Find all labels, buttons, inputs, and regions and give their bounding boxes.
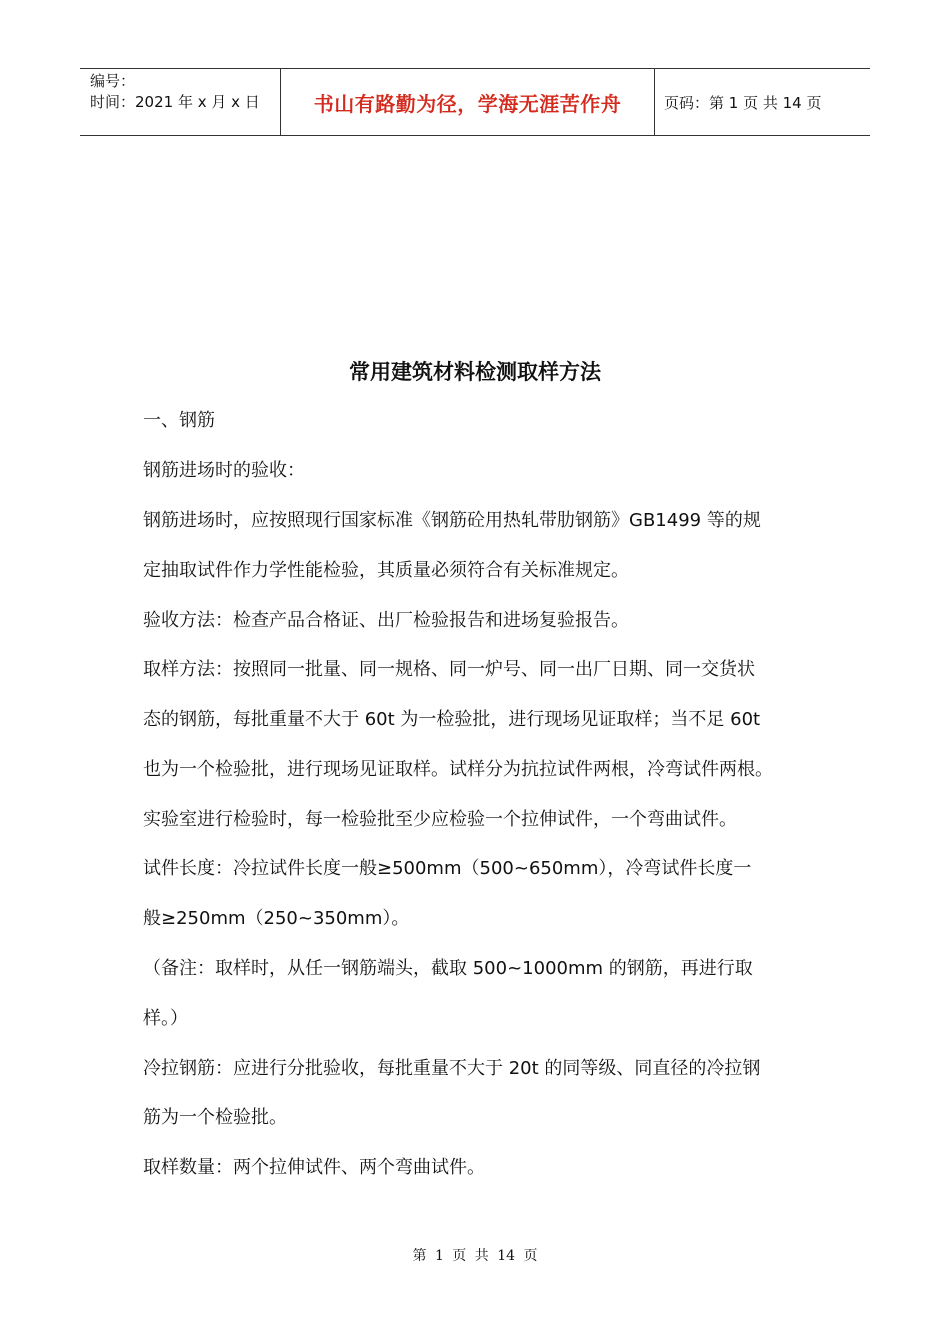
paragraph-line: 冷拉钢筋：应进行分批验收，每批重量不大于 20t 的同等级、同直径的冷拉钢	[143, 1058, 761, 1079]
paragraph-line: 试件长度：冷拉试件长度一般≥500mm（500~650mm），冷弯试件长度一	[143, 858, 752, 879]
paragraph-line: 验收方法：检查产品合格证、出厂检验报告和进场复验报告。	[143, 610, 629, 631]
document-time-label: 时间：2021 年 x 月 x 日	[90, 93, 260, 111]
page-footer: 第 1 页 共 14 页	[412, 1248, 538, 1264]
document-title: 常用建筑材料检测取样方法	[349, 360, 601, 384]
header-meta-cell	[80, 69, 281, 135]
header-page-info: 页码：第 1 页 共 14 页	[664, 93, 822, 112]
paragraph-line: 般≥250mm（250~350mm）。	[143, 908, 410, 929]
header-page-cell	[655, 69, 870, 135]
paragraph-line: 取样方法：按照同一批量、同一规格、同一炉号、同一出厂日期、同一交货状	[143, 659, 755, 680]
section-heading: 一、钢筋	[143, 410, 215, 431]
paragraph-line: 筋为一个检验批。	[143, 1107, 287, 1128]
paragraph-line: （备注：取样时，从任一钢筋端头，截取 500~1000mm 的钢筋，再进行取	[143, 958, 753, 979]
page-header	[80, 68, 870, 136]
paragraph-line: 钢筋进场时的验收：	[143, 460, 305, 481]
paragraph-line: 钢筋进场时，应按照现行国家标准《钢筋砼用热轧带肋钢筋》GB1499 等的规	[143, 510, 761, 531]
paragraph-line: 样。）	[143, 1008, 188, 1029]
paragraph-line: 态的钢筋，每批重量不大于 60t 为一检验批，进行现场见证取样；当不足 60t	[143, 709, 761, 730]
header-motto: 书山有路勤为径，学海无涯苦作舟	[313, 91, 622, 116]
paragraph-line: 取样数量：两个拉伸试件、两个弯曲试件。	[143, 1157, 485, 1178]
paragraph-line: 也为一个检验批，进行现场见证取样。试样分为抗拉试件两根，冷弯试件两根。	[143, 759, 773, 780]
paragraph-line: 定抽取试件作力学性能检验，其质量必须符合有关标准规定。	[143, 560, 629, 581]
paragraph-line: 实验室进行检验时，每一检验批至少应检验一个拉伸试件，一个弯曲试件。	[143, 809, 737, 830]
header-motto-cell	[281, 69, 655, 135]
document-number-label: 编号：	[90, 72, 136, 90]
